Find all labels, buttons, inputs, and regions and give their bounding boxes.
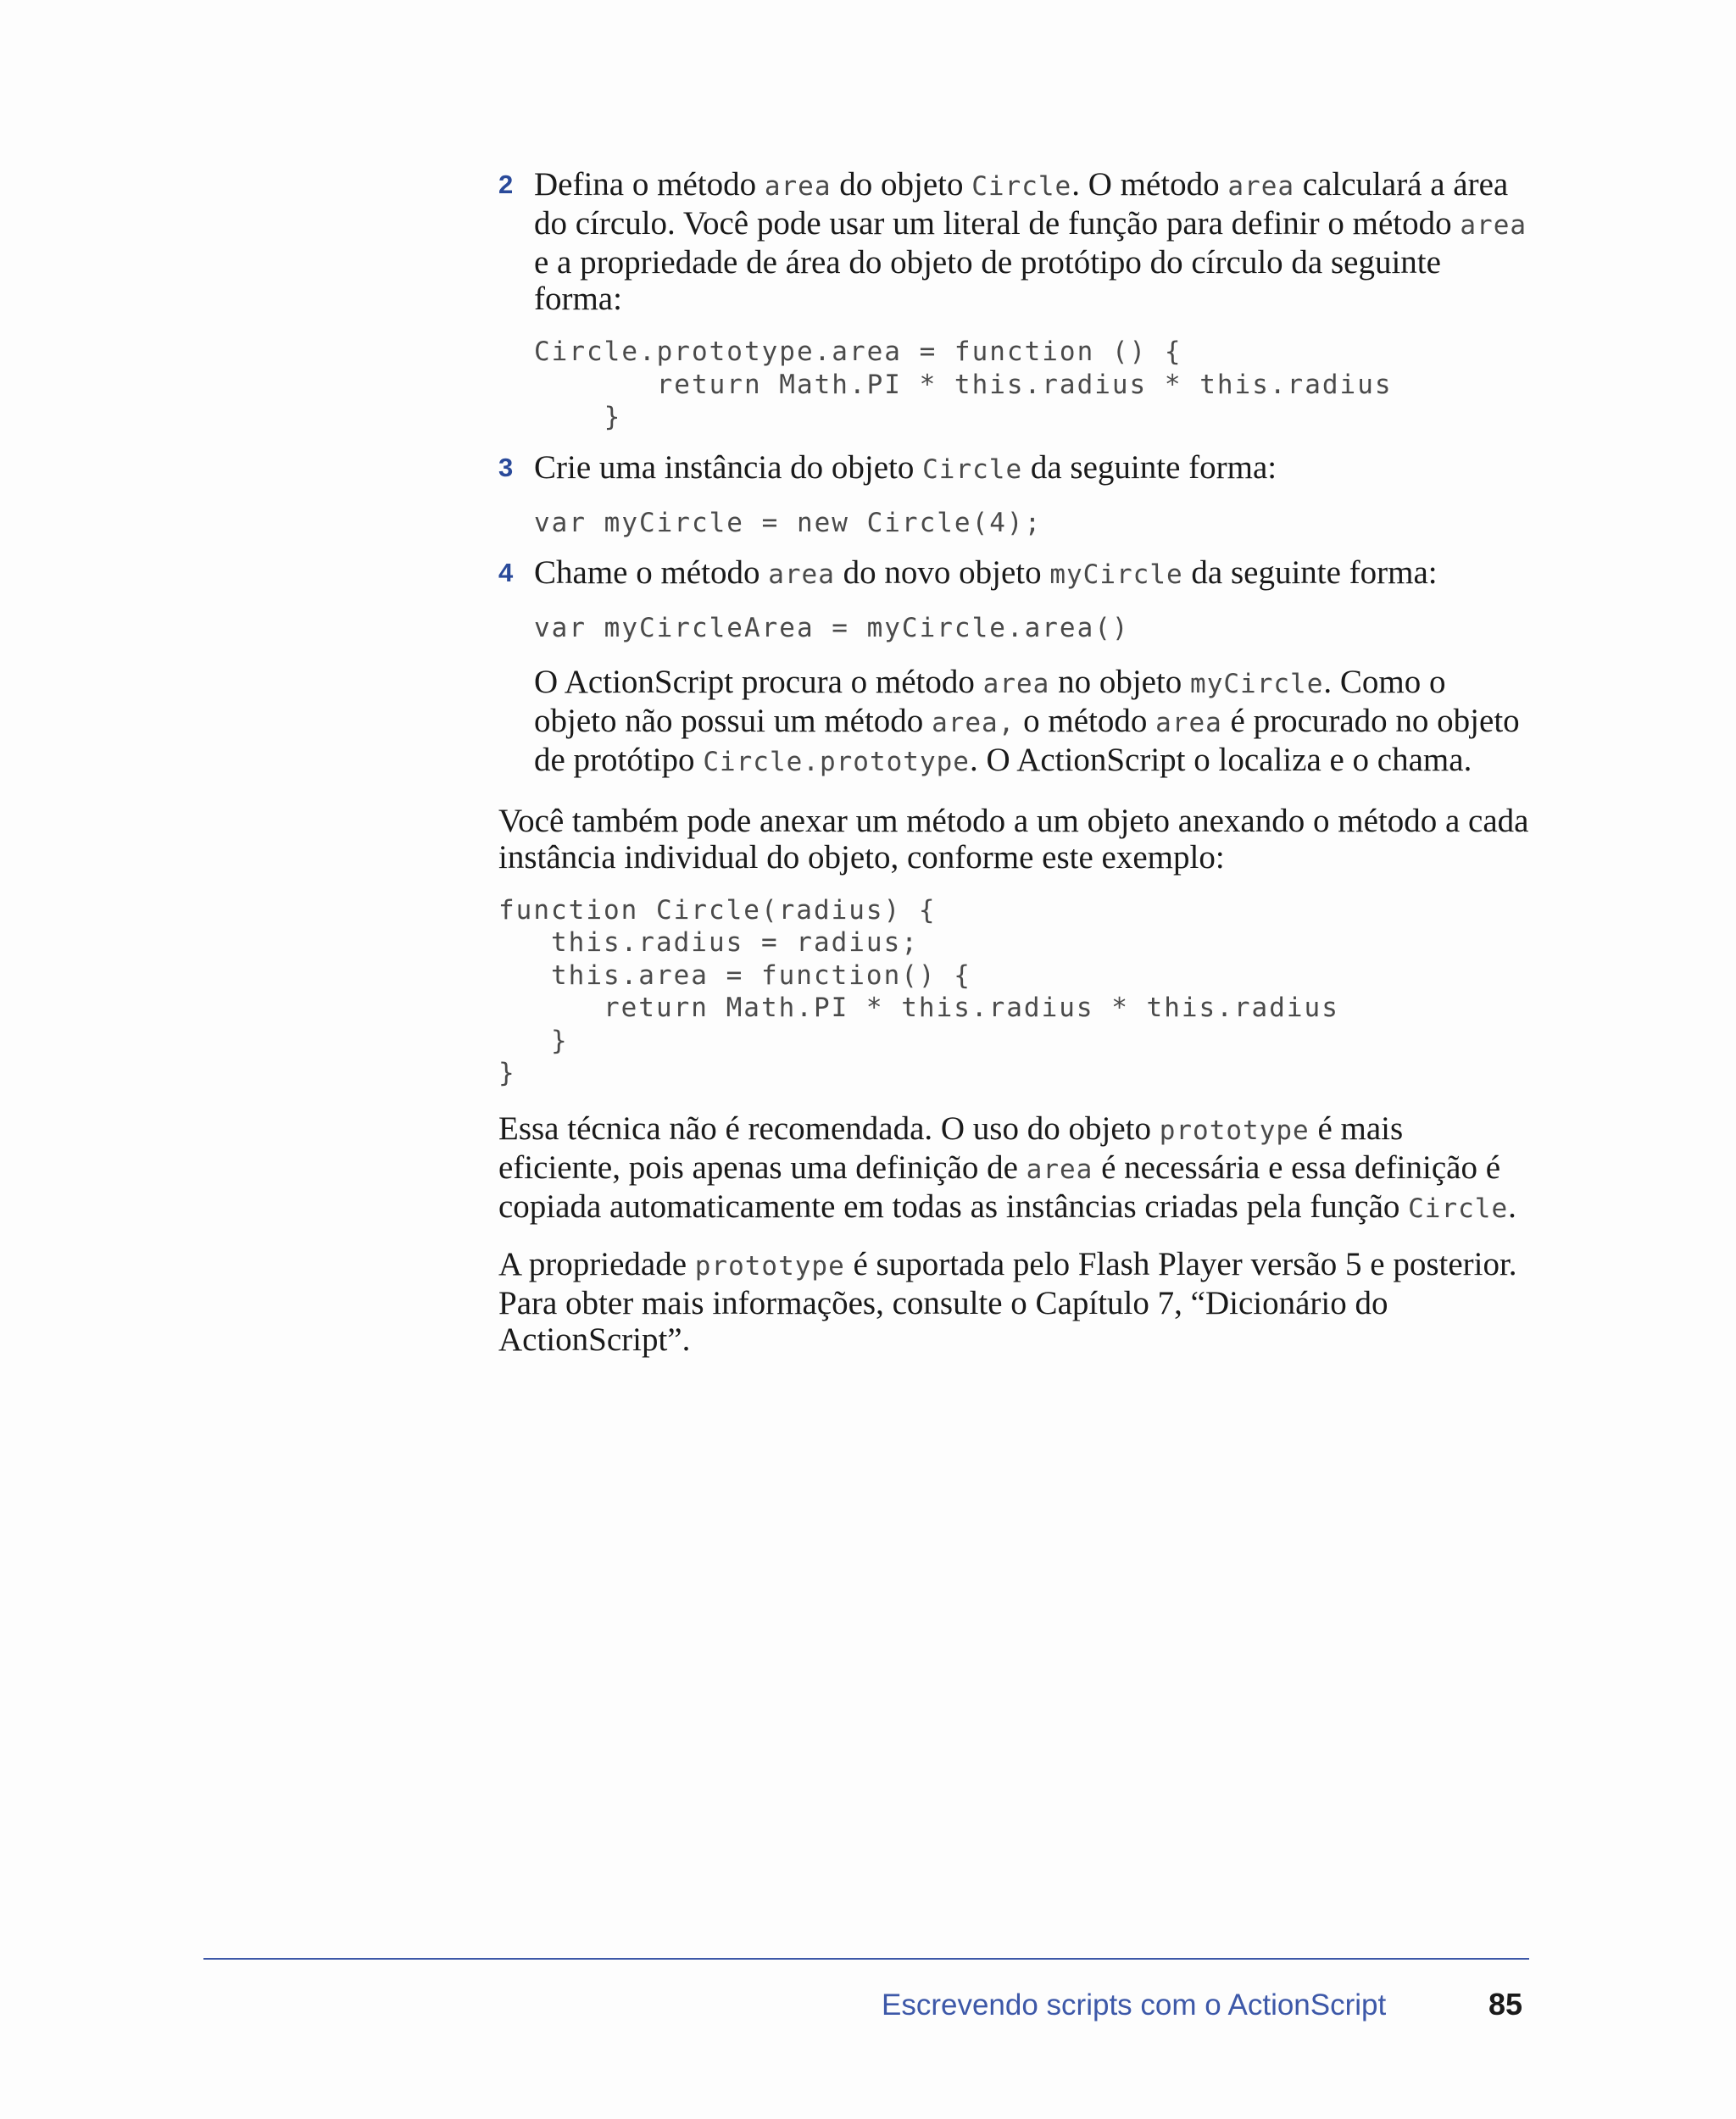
paragraph-attach: Você também pode anexar um método a um objeto anexando o método a cada instância individual do objeto, conforme este exemplo: [498,802,1529,876]
inline-code: area [1227,171,1295,202]
code-example: function Circle(radius) { this.radius = radius; this.area = function() { return Math.PI * this.radius * this.radius } } [498,894,1339,1088]
inline-code: Circle [1408,1193,1509,1224]
step-4 [498,554,1533,781]
paragraph-technique: Essa técnica não é recomendada. O uso do objeto prototype é mais eficiente, pois apenas uma definição de area é necessária e essa definição é copiada automaticamente em todas as instâncias criadas pela função Circle. [498,1110,1516,1225]
inline-code: Circle [971,171,1072,202]
inline-code: myCircle [1049,559,1183,590]
paragraph-support: A propriedade prototype é suportada pelo Flash Player versão 5 e posterior. Para obter mais informações, consulte o Capítulo 7, “Dicionário do ActionScript”. [498,1245,1517,1358]
step-text: Crie uma instância do objeto Circle da seguinte forma: [534,448,1277,486]
code-block: Circle.prototype.area = function () { return Math.PI * this.radius * this.radius } [534,336,1393,432]
inline-code: area [768,559,835,590]
inline-code: area, [932,707,1015,738]
code-block: var myCircle = new Circle(4); [534,507,1043,538]
inline-code: area [1460,210,1527,241]
step-text: Chame o método area do novo objeto myCircle da seguinte forma: [534,554,1438,591]
step-number: 3 [498,452,514,482]
step-2 [498,166,1533,434]
step-explanation: O ActionScript procura o método area no objeto myCircle. Como o objeto não possui um método area, o método area é procurado no objeto de protótipo Circle.prototype. O ActionScript o localiza e o chama. [534,663,1520,778]
inline-code: prototype [694,1250,845,1282]
inline-code: area [1026,1154,1093,1185]
inline-code: area [764,171,832,202]
inline-code: Circle.prototype [703,746,970,777]
inline-code: Circle [922,453,1023,485]
step-text: Defina o método area do objeto Circle. O método area calculará a área do círculo. Você pode usar um literal de função para definir o método area e a propriedade de área do objeto de protótipo do círculo da seguinte forma: [534,166,1527,317]
page-number: 85 [1488,1987,1523,2022]
inline-code: area [1155,707,1222,738]
step-3 [498,449,1533,540]
inline-code: area [982,668,1050,699]
inline-code: prototype [1159,1115,1310,1146]
inline-code: myCircle [1190,668,1324,699]
step-number: 4 [498,558,514,587]
footer-title: Escrevendo scripts com o ActionScript [882,1988,1387,2022]
footer-rule [203,1958,1529,1960]
code-block: var myCircleArea = myCircle.area() [534,613,1130,643]
page-content [498,166,1533,1358]
step-number: 2 [498,170,514,199]
